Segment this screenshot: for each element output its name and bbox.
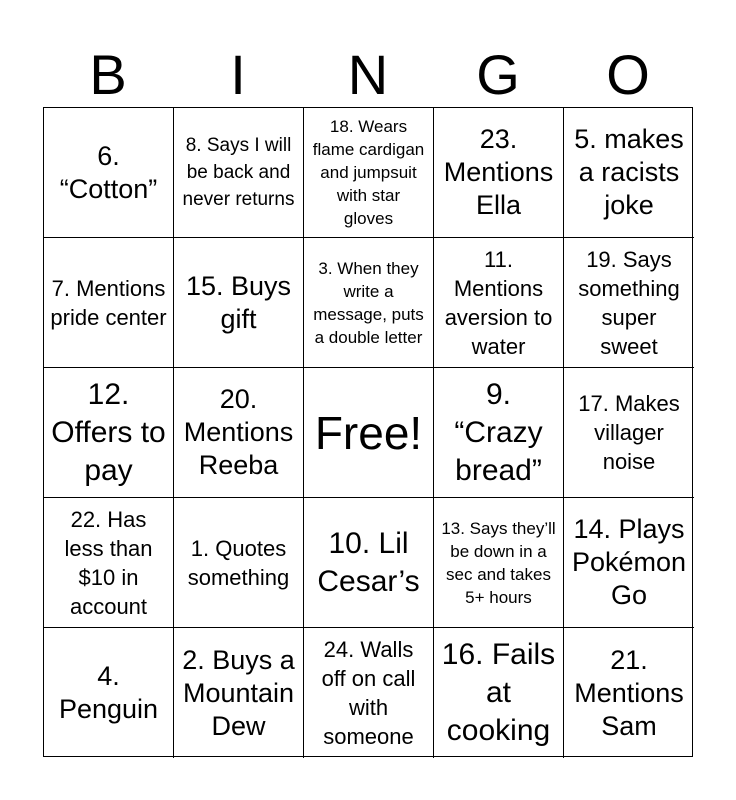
bingo-cell[interactable] bbox=[44, 498, 174, 628]
bingo-cell[interactable] bbox=[434, 238, 564, 368]
bingo-cell[interactable] bbox=[174, 498, 304, 628]
bingo-cell[interactable] bbox=[304, 628, 434, 758]
bingo-cell[interactable] bbox=[304, 238, 434, 368]
cell-text: 20. Mentions Reeba bbox=[183, 384, 294, 480]
cell-text: 5. makes a racists joke bbox=[574, 124, 684, 220]
header-letter-i: I bbox=[230, 43, 246, 106]
cell-text: 11. Mentions aversion to water bbox=[444, 246, 553, 359]
bingo-cell[interactable] bbox=[434, 108, 564, 238]
cell-text: 16. Fails at cooking bbox=[441, 638, 556, 747]
cell-text: 8. Says I will be back and never returns bbox=[182, 135, 295, 210]
cell-text: 18. Wears flame cardigan and jumpsuit with star gloves bbox=[312, 117, 425, 228]
cell-text: 21. Mentions Sam bbox=[574, 644, 684, 741]
cell-text: 7. Mentions pride center bbox=[50, 275, 167, 330]
cell-text: 24. Walls off on call with someone bbox=[321, 637, 416, 749]
bingo-cell[interactable] bbox=[564, 498, 694, 628]
bingo-cell[interactable] bbox=[304, 498, 434, 628]
cell-text: 22. Has less than $10 in account bbox=[64, 506, 153, 619]
bingo-cell[interactable] bbox=[44, 238, 174, 368]
bingo-cell[interactable] bbox=[564, 628, 694, 758]
cell-text: 13. Says they’ll be down in a sec and takes 5+ hours bbox=[441, 518, 556, 607]
cell-text: 9. “Crazy bread” bbox=[454, 377, 543, 487]
cell-text: 3. When they write a message, puts a double letter bbox=[313, 258, 424, 347]
cell-text: 4. Penguin bbox=[58, 661, 159, 724]
bingo-cell[interactable] bbox=[44, 108, 174, 238]
header-letter-g: G bbox=[476, 43, 520, 106]
bingo-cell[interactable] bbox=[434, 368, 564, 498]
free-space-text: Free! bbox=[314, 406, 423, 459]
header-letter-o: O bbox=[606, 43, 650, 106]
cell-text: 15. Buys gift bbox=[185, 270, 292, 334]
bingo-cell[interactable] bbox=[174, 628, 304, 758]
bingo-cell[interactable] bbox=[44, 368, 174, 498]
cell-text: 10. Lil Cesar’s bbox=[317, 526, 420, 598]
header-letter-n: N bbox=[347, 43, 389, 106]
bingo-cell[interactable] bbox=[564, 238, 694, 368]
cell-text: 23. Mentions Ella bbox=[443, 124, 554, 220]
bingo-header bbox=[43, 44, 693, 106]
cell-text: 2. Buys a Mountain Dew bbox=[182, 644, 295, 741]
bingo-cell[interactable] bbox=[174, 108, 304, 238]
bingo-cell[interactable] bbox=[564, 368, 694, 498]
cell-text: 17. Makes villager noise bbox=[578, 391, 680, 474]
bingo-grid bbox=[43, 107, 693, 757]
bingo-cell[interactable] bbox=[304, 108, 434, 238]
header-letter-b: B bbox=[89, 43, 127, 106]
bingo-cell[interactable] bbox=[44, 628, 174, 758]
cell-text: 1. Quotes something bbox=[187, 535, 290, 590]
bingo-cell[interactable] bbox=[174, 238, 304, 368]
cell-text: 6. “Cotton” bbox=[59, 140, 158, 204]
cell-text: 19. Says something super sweet bbox=[578, 246, 680, 359]
bingo-cell[interactable] bbox=[434, 498, 564, 628]
bingo-cell[interactable] bbox=[434, 628, 564, 758]
cell-text: 12. Offers to pay bbox=[51, 377, 166, 487]
cell-text: 14. Plays Pokémon Go bbox=[571, 514, 687, 610]
bingo-cell[interactable] bbox=[564, 108, 694, 238]
free-space[interactable] bbox=[304, 368, 434, 498]
bingo-cell[interactable] bbox=[174, 368, 304, 498]
